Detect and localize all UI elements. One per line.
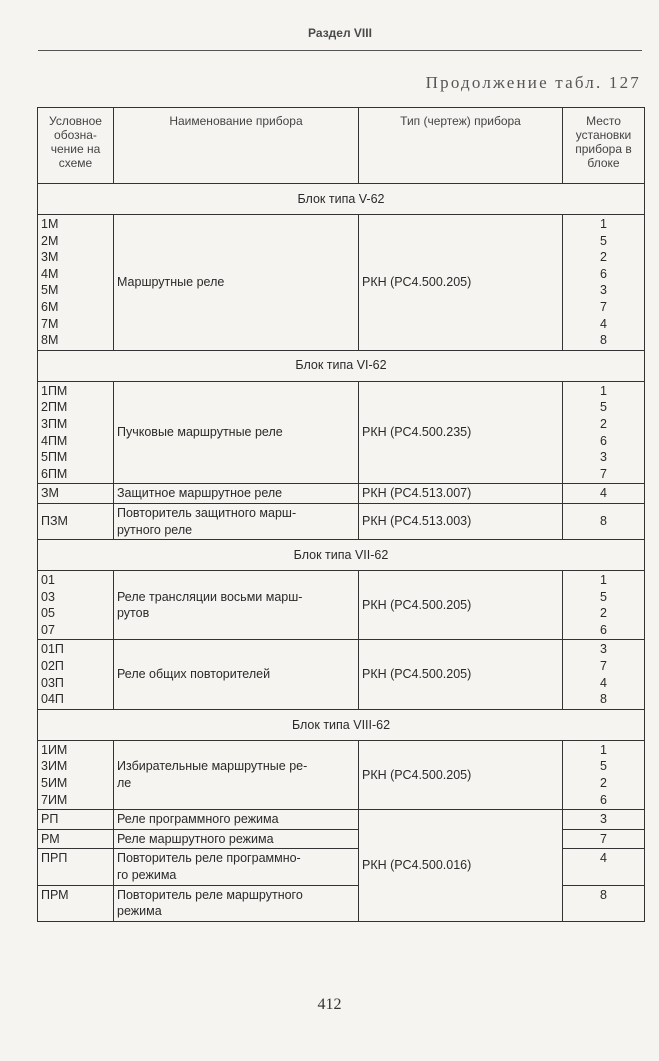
table-row bbox=[38, 215, 645, 351]
table-row bbox=[38, 640, 645, 709]
text-line: 4 bbox=[600, 486, 607, 501]
text-line: 02П bbox=[41, 659, 64, 674]
section-row bbox=[38, 540, 645, 571]
text-line: 2М bbox=[41, 233, 59, 248]
place-cell bbox=[563, 740, 645, 809]
text-line: Реле трансляции восьми марш- bbox=[117, 589, 303, 604]
table-continuation-caption: Продолжение табл. 127 bbox=[425, 73, 641, 92]
text-line: 6М bbox=[41, 299, 59, 314]
code-cell: РМ bbox=[38, 829, 114, 849]
text-line: 1 bbox=[600, 217, 607, 231]
place-cell: 4 bbox=[563, 849, 645, 885]
text-line: 4 bbox=[600, 316, 607, 331]
text-line: 7 bbox=[600, 299, 607, 314]
text-line: 5 bbox=[600, 400, 607, 415]
text-line: 2 bbox=[600, 606, 607, 621]
code-cell bbox=[38, 381, 114, 484]
text-line: 03 bbox=[41, 589, 55, 604]
place-cell: 8 bbox=[563, 885, 645, 921]
text-line: 6 bbox=[600, 433, 607, 448]
table-body bbox=[38, 184, 645, 922]
type-cell: РКН (РС4.500.205) bbox=[359, 215, 563, 351]
section-title: Блок типа V-62 bbox=[38, 184, 645, 215]
table-row bbox=[38, 503, 645, 539]
type-cell: РКН (РС4.513.003) bbox=[359, 503, 563, 539]
text-line: Повторитель реле программно- bbox=[117, 851, 301, 866]
text-line: 7ИМ bbox=[41, 792, 68, 807]
text-line: режима bbox=[117, 904, 162, 919]
text-line: 6 bbox=[600, 792, 607, 807]
name-cell bbox=[114, 810, 359, 830]
text-line: ле bbox=[117, 776, 132, 791]
text-line: 8 bbox=[600, 333, 607, 348]
text-line: го режима bbox=[117, 868, 177, 882]
type-cell: РКН (РС4.500.205) bbox=[359, 640, 563, 709]
place-cell bbox=[563, 484, 645, 504]
text-line: 2 bbox=[600, 250, 607, 265]
text-line: 1ИМ bbox=[41, 742, 68, 757]
name-cell: Защитное маршрутное реле bbox=[114, 484, 359, 504]
text-line: 6 bbox=[600, 266, 607, 281]
code-cell: ПРП bbox=[38, 849, 114, 885]
text-line: 1 bbox=[600, 383, 607, 398]
column-header-place: Место установки прибора в блоке bbox=[563, 108, 645, 184]
text-line: 3 bbox=[600, 283, 607, 298]
header-rule bbox=[38, 50, 642, 51]
name-cell: Пучковые маршрутные реле bbox=[114, 381, 359, 484]
place-cell bbox=[563, 381, 645, 484]
table-row bbox=[38, 810, 645, 830]
section-title: Блок типа VI-62 bbox=[38, 350, 645, 381]
text-line: 04П bbox=[41, 692, 64, 707]
text-line: 4М bbox=[41, 266, 59, 281]
text-line: Повторитель реле маршрутного bbox=[117, 887, 303, 902]
text-line: 5 bbox=[600, 759, 607, 774]
type-cell: РКН (РС4.513.007) bbox=[359, 484, 563, 504]
text-line: 6 bbox=[600, 622, 607, 637]
table-header bbox=[38, 108, 645, 184]
text-line: 2 bbox=[600, 776, 607, 791]
code-cell: ПРМ bbox=[38, 885, 114, 921]
text-line: 5ПМ bbox=[41, 450, 68, 465]
name-cell bbox=[114, 829, 359, 849]
text-line: рутов bbox=[117, 606, 150, 621]
text-line: 1ПМ bbox=[41, 383, 68, 398]
text-line: 8 bbox=[600, 692, 607, 707]
text-line: 8М bbox=[41, 333, 59, 348]
column-header-code: Условное обозна- чение на схеме bbox=[38, 108, 114, 184]
text-line: 03П bbox=[41, 675, 64, 690]
text-line: Избирательные маршрутные ре- bbox=[117, 759, 308, 774]
code-cell bbox=[38, 740, 114, 809]
text-line: 07 bbox=[41, 622, 55, 637]
type-cell: РКН (РС4.500.016) bbox=[359, 810, 563, 922]
text-line: 2ПМ bbox=[41, 400, 68, 415]
device-table bbox=[37, 107, 645, 922]
text-line: 7 bbox=[600, 659, 607, 674]
place-cell bbox=[563, 640, 645, 709]
text-line: 2 bbox=[600, 416, 607, 431]
page-header: Раздел VIII bbox=[308, 26, 372, 40]
table-row bbox=[38, 740, 645, 809]
text-line: 1 bbox=[600, 742, 607, 757]
text-line: 5М bbox=[41, 283, 59, 298]
text-line: 4 bbox=[600, 675, 607, 690]
column-header-type: Тип (чертеж) прибора bbox=[359, 108, 563, 184]
text-line: 3 bbox=[600, 642, 607, 657]
code-cell: РП bbox=[38, 810, 114, 830]
page-number: 412 bbox=[317, 996, 342, 1013]
text-line: 05 bbox=[41, 606, 55, 621]
type-cell: РКН (РС4.500.205) bbox=[359, 740, 563, 809]
text-line: 6ПМ bbox=[41, 466, 68, 481]
table-row bbox=[38, 571, 645, 640]
text-line: 3 bbox=[600, 450, 607, 465]
text-line: 3М bbox=[41, 250, 59, 265]
text-line: 01 bbox=[41, 573, 55, 588]
text-line: 3ПМ bbox=[41, 416, 68, 431]
table-row bbox=[38, 484, 645, 504]
text-line: 7М bbox=[41, 316, 59, 331]
name-cell bbox=[114, 885, 359, 921]
text-line: ЗМ bbox=[41, 486, 59, 501]
section-row bbox=[38, 709, 645, 740]
name-cell bbox=[114, 503, 359, 539]
text-line: рутного реле bbox=[117, 522, 193, 537]
place-cell: 7 bbox=[563, 829, 645, 849]
text-line: 01П bbox=[41, 642, 64, 657]
code-cell bbox=[38, 215, 114, 351]
name-cell bbox=[114, 849, 359, 885]
code-cell bbox=[38, 640, 114, 709]
name-cell bbox=[114, 571, 359, 640]
text-line: 1М bbox=[41, 217, 59, 231]
text-line: 5 bbox=[600, 233, 607, 248]
text-line: 8 bbox=[600, 514, 607, 529]
place-cell bbox=[563, 215, 645, 351]
type-cell: РКН (РС4.500.205) bbox=[359, 571, 563, 640]
section-title: Блок типа VII-62 bbox=[38, 540, 645, 571]
text-line: Реле маршрутного режима bbox=[117, 831, 274, 846]
place-cell bbox=[563, 571, 645, 640]
name-cell bbox=[114, 740, 359, 809]
name-cell: Реле общих повторителей bbox=[114, 640, 359, 709]
text-line: ПЗМ bbox=[41, 514, 68, 529]
text-line: Повторитель защитного марш- bbox=[117, 505, 297, 520]
text-line: Реле программного режима bbox=[117, 812, 279, 827]
table-row bbox=[38, 381, 645, 484]
name-cell: Маршрутные реле bbox=[114, 215, 359, 351]
code-cell bbox=[38, 571, 114, 640]
code-cell bbox=[38, 484, 114, 504]
header-row bbox=[38, 108, 645, 184]
text-line: 3ИМ bbox=[41, 759, 68, 774]
text-line: 5ИМ bbox=[41, 776, 68, 791]
section-row bbox=[38, 350, 645, 381]
text-line: 7 bbox=[600, 466, 607, 481]
text-line: 1 bbox=[600, 573, 607, 588]
code-cell bbox=[38, 503, 114, 539]
place-cell bbox=[563, 503, 645, 539]
place-cell: 3 bbox=[563, 810, 645, 830]
section-title: Блок типа VIII-62 bbox=[38, 709, 645, 740]
type-cell: РКН (РС4.500.235) bbox=[359, 381, 563, 484]
text-line: 4ПМ bbox=[41, 433, 68, 448]
column-header-name: Наименование прибора bbox=[114, 108, 359, 184]
section-row bbox=[38, 184, 645, 215]
text-line: 5 bbox=[600, 589, 607, 604]
